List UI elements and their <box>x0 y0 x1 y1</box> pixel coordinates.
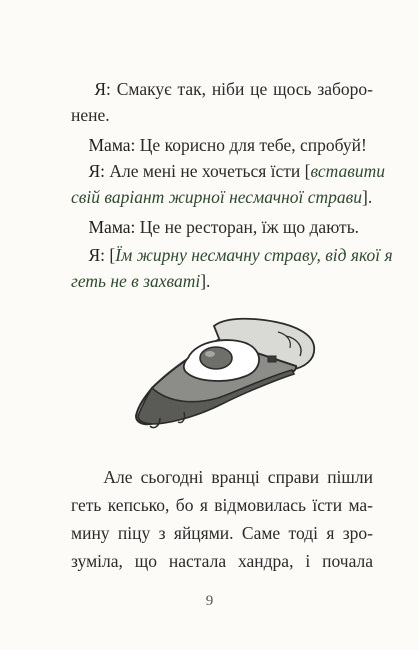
speaker-mom: Мама: <box>88 135 136 155</box>
dialogue-line-3-continued <box>71 186 373 208</box>
dialogue-text: нене. <box>71 105 110 125</box>
paragraph-text: мину піцу з яйцями. Саме тоді я зро- <box>71 523 373 543</box>
dialogue-text: Це не ресторан, їж що дають. <box>139 217 360 237</box>
dialogue-line-1-continued <box>71 104 373 126</box>
page-number: 9 <box>205 593 214 609</box>
speaker-me: Я: <box>88 161 106 181</box>
dialogue-text: Це корисно для тебе, спробуй! <box>139 135 367 155</box>
paragraph-text: Але сьогодні вранці справи пішли <box>103 467 373 487</box>
placeholder-italic: вставити <box>310 161 385 181</box>
speaker-mom: Мама: <box>88 217 136 237</box>
paragraph-text: геть кепсько, бо я відмовилась їсти ма- <box>71 495 373 515</box>
speaker-me: Я: <box>94 79 111 99</box>
pizza-slice-with-fried-egg-icon <box>126 312 326 432</box>
paragraph-line-3 <box>71 522 373 544</box>
dialogue-text: [ <box>109 245 116 265</box>
speaker-me: Я: <box>88 245 106 265</box>
dialogue-line-1 <box>71 78 373 100</box>
paragraph-text: зуміла, що настала хандра, і почала <box>71 551 373 571</box>
placeholder-italic: геть не в захваті <box>71 271 201 291</box>
dialogue-text: Смакує так, ніби це щось заборо- <box>116 79 374 99</box>
dialogue-line-5 <box>71 244 393 266</box>
bracket-close: ]. <box>200 271 211 291</box>
dialogue-line-3 <box>71 160 385 182</box>
dialogue-text: Але мені не хочеться їсти [ <box>109 161 311 181</box>
dialogue-line-2 <box>71 134 373 156</box>
paragraph-line-2 <box>71 494 373 516</box>
bracket-close: ]. <box>362 187 373 207</box>
dialogue-line-4 <box>71 216 373 238</box>
paragraph-line-1 <box>71 466 373 488</box>
placeholder-italic: свій варіант жирної несмачної страви <box>71 187 363 207</box>
placeholder-italic: Їм жирну несмачну страву, від якої я <box>115 245 393 265</box>
paragraph-line-4 <box>71 550 373 572</box>
dialogue-line-5-continued <box>71 270 373 292</box>
